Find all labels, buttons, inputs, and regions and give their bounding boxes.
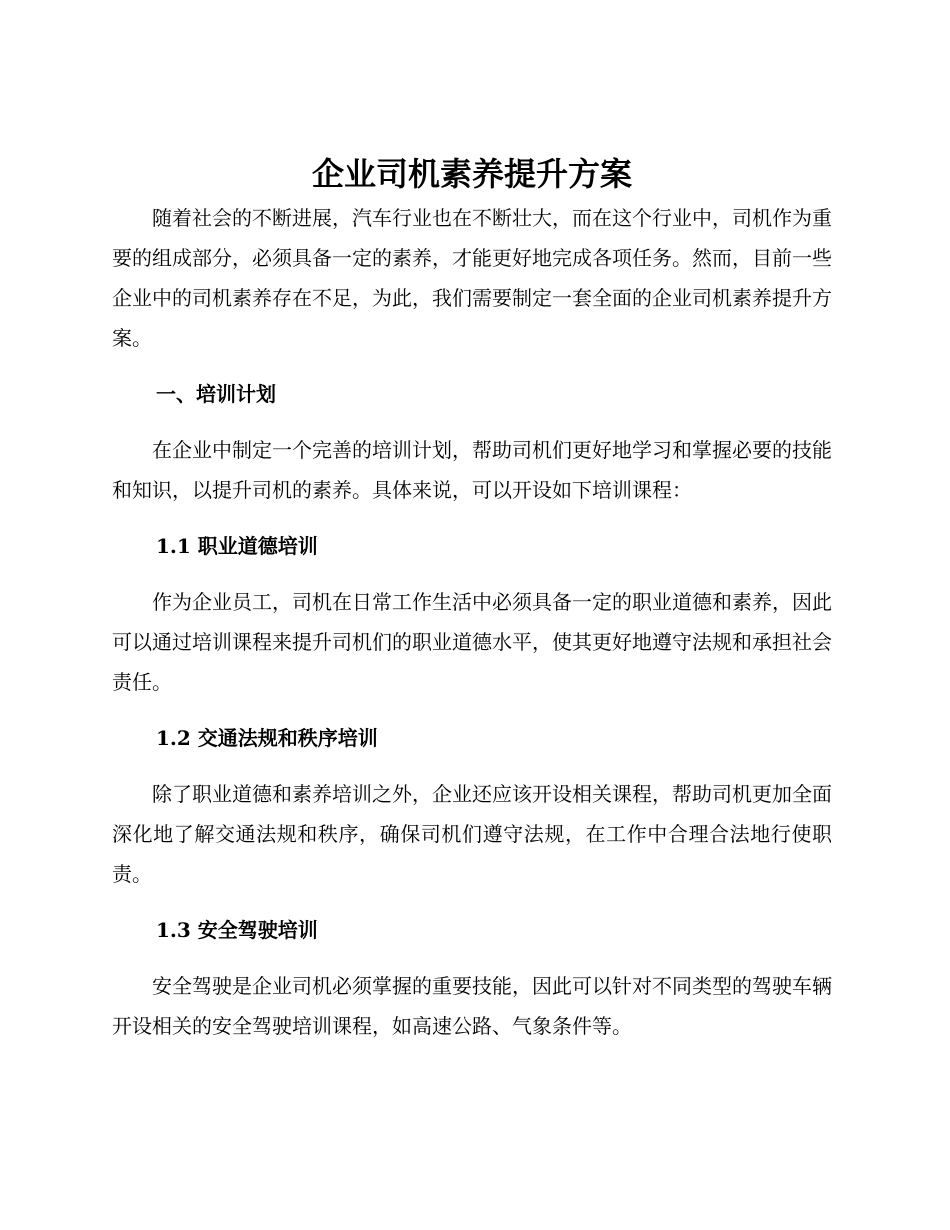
intro-paragraph: 随着社会的不断进展，汽车行业也在不断壮大，而在这个行业中，司机作为重要的组成部分，必须具备一定的素养，才能更好地完成各项任务。然而，目前一些企业中的司机素养存在不足，为此，我们需要制定一套全面的企业司机素养提升方案。 — [112, 206, 832, 350]
spacer — [112, 358, 832, 374]
document-title: 企业司机素养提升方案 — [311, 155, 632, 193]
subheading-traffic-regulations: 1.2 交通法规和秩序培训 — [156, 726, 378, 750]
spacer — [112, 702, 832, 718]
spacer — [112, 894, 832, 910]
spacer — [112, 414, 832, 430]
spacer — [112, 950, 832, 966]
document-page — [112, 150, 832, 1046]
spacer — [112, 566, 832, 582]
section-heading-training-plan: 一、培训计划 — [156, 382, 276, 406]
spacer — [112, 758, 832, 774]
spacer — [112, 510, 832, 526]
subheading-professional-ethics: 1.1 职业道德培训 — [156, 534, 318, 558]
training-plan-paragraph: 在企业中制定一个完善的培训计划，帮助司机们更好地学习和掌握必要的技能和知识，以提升司机的素养。具体来说，可以开设如下培训课程： — [112, 438, 832, 502]
safe-driving-paragraph: 安全驾驶是企业司机必须掌握的重要技能，因此可以针对不同类型的驾驶车辆开设相关的安全驾驶培训课程，如高速公路、气象条件等。 — [112, 974, 832, 1038]
traffic-regulations-paragraph: 除了职业道德和素养培训之外，企业还应该开设相关课程，帮助司机更加全面深化地了解交通法规和秩序，确保司机们遵守法规，在工作中合理合法地行使职责。 — [112, 782, 832, 886]
professional-ethics-paragraph: 作为企业员工，司机在日常工作生活中必须具备一定的职业道德和素养，因此可以通过培训课程来提升司机们的职业道德水平，使其更好地遵守法规和承担社会责任。 — [112, 590, 832, 694]
subheading-safe-driving: 1.3 安全驾驶培训 — [156, 918, 318, 942]
